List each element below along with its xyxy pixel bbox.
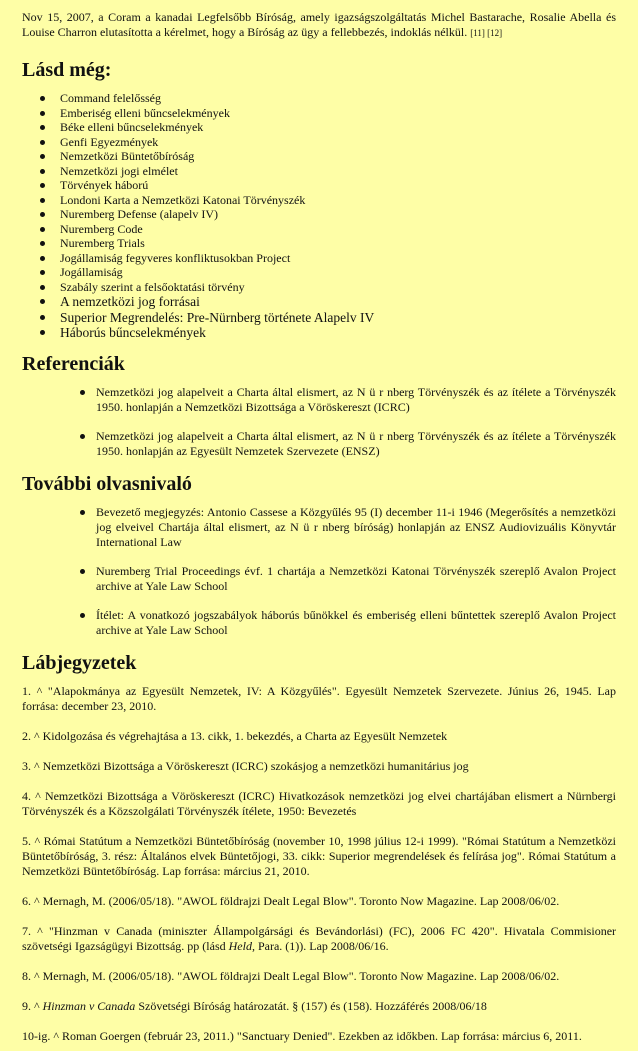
footnote-italic-text: Held, [228, 938, 255, 953]
footnote-8 [22, 969, 616, 984]
further-reading-heading: További olvasnivaló [22, 472, 192, 495]
footnote-3 [22, 759, 616, 774]
footnote-text: Roman Goergen (február 23, 2011.) "Sanctuary Denied". Ezekben az időkben. Lap forrása: március 6, 2011. [61, 1028, 582, 1043]
see-also-link[interactable]: Jogállamiság [60, 265, 123, 279]
footnote-backlink[interactable]: 10-ig. ^ [22, 1028, 59, 1043]
see-also-link[interactable]: Nemzetközi jogi elmélet [60, 163, 178, 178]
see-also-link[interactable]: Jogállamiság fegyveres konfliktusokban Project [60, 250, 291, 265]
see-also-heading: Lásd még: [22, 59, 112, 81]
footnote-backlink[interactable]: 6. ^ [22, 893, 40, 908]
footnote-backlink[interactable]: 2. ^ [22, 728, 40, 743]
further-reading-link[interactable]: Ítélet: A vonatkozó jogszabályok háborús bűnökkel és emberiség elleni bűntettek szereplő Avalon Project archive at Yale Law School [96, 607, 616, 637]
footnote-5 [22, 834, 616, 879]
see-also-link[interactable]: Szabály szerint a felsőoktatási törvény [60, 279, 245, 294]
footnote-backlink[interactable]: 1. ^ [22, 683, 43, 698]
footnote-2 [22, 729, 616, 744]
reference-item[interactable] [80, 429, 616, 459]
see-also-item[interactable] [40, 135, 616, 150]
reference-link[interactable]: Nemzetközi jog alapelveit a Charta által elismert, az N ü r nberg Törvényszék és az ítélete a Törvényszék 1950. honlapján az Egyesült Nemzetek Szervezete (ENSZ) [96, 428, 616, 458]
footnote-text: Római Statútum a Nemzetközi Büntetőbíróság (november 10, 1998 július 12-i 1999). "Római Statútum a Nemzetközi Büntetőbíróság, 3. rész: Általános elvek Büntetőjogi, 33. cikk: Superior megrendelések és felírása jog". Római Statútum a Nemzetközi Büntetőbíróság. Lap forrása: március 21, 2010. [22, 833, 616, 878]
see-also-item[interactable] [40, 149, 616, 164]
see-also-link[interactable]: Londoni Karta a Nemzetközi Katonai Törvényszék [60, 192, 306, 207]
footnote-4 [22, 789, 616, 819]
footnote-italic-text: Hinzman v Canada [42, 998, 136, 1013]
footnote-backlink[interactable]: 9. ^ [22, 998, 40, 1013]
footnote-text: "Alapokmánya az Egyesült Nemzetek, IV: A Közgyűlés". Egyesült Nemzetek Szervezete. Június 26, 1945. Lap forrása: december 23, 2010. [22, 683, 616, 713]
references-heading: Referenciák [22, 352, 125, 375]
further-reading-item[interactable] [80, 608, 616, 638]
see-also-item[interactable] [40, 91, 616, 106]
see-also-item[interactable] [40, 178, 616, 193]
footnote-text: Mernagh, M. (2006/05/18). "AWOL földrajzi Dealt Legal Blow". Toronto Now Magazine. Lap 2008/06/02. [42, 968, 560, 983]
see-also-link[interactable]: Superior Megrendelés: Pre-Nürnberg története Alapelv IV [60, 309, 375, 325]
references-list [22, 385, 616, 459]
footnote-text: Mernagh, M. (2006/05/18). "AWOL földrajzi Dealt Legal Blow". Toronto Now Magazine. Lap 2008/06/02. [42, 893, 560, 908]
further-reading-list [22, 505, 616, 638]
see-also-item[interactable] [40, 265, 616, 280]
footnote-text: Szövetségi Bíróság határozatát. § (157) és (158). Hozzáférés 2008/06/18 [135, 998, 487, 1013]
see-also-link[interactable]: Nemzetközi Büntetőbíróság [60, 149, 195, 163]
intro-text: Nov 15, 2007, a Coram a kanadai Legfelsőbb Bíróság, amely igazságszolgáltatás Michel Bastarache, Rosalie Abella és Louise Charron elutasította a kérelmet, hogy a Bíróság az ügy a fellebbezés, indoklás nélkül. [22, 10, 616, 39]
see-also-link[interactable]: Genfi Egyezmények [60, 134, 159, 149]
footnotes-heading: Lábjegyzetek [22, 651, 137, 674]
footnote-10 [22, 1029, 616, 1044]
footnote-text: Nemzetközi Bizottsága a Vöröskereszt (ICRC) Hivatkozások nemzetközi jog elvei chartájában elismert a Nürnbergi Törvényszék és a Közszolgálati Törvényszék ítélete, 1950: Bevezetés [22, 788, 617, 818]
see-also-link[interactable]: Háborús bűncselekmények [60, 325, 206, 340]
footnote-text: Kidolgozása és végrehajtása a 13. cikk, 1. bekezdés, a Charta az Egyesült Nemzetek [42, 728, 448, 743]
see-also-item[interactable] [40, 325, 616, 341]
see-also-item[interactable] [40, 207, 616, 222]
see-also-link[interactable]: Emberiség elleni bűncselekmények [60, 105, 230, 120]
see-also-item[interactable] [40, 236, 616, 251]
intro-citation-links[interactable]: [11] [12] [470, 28, 503, 38]
reference-link[interactable]: Nemzetközi jog alapelveit a Charta által elismert, az N ü r nberg Törvényszék és az ítélete a Törvényszék 1950. honlapján a Nemzetközi Bizottsága a Vöröskereszt (ICRC) [96, 384, 616, 414]
footnotes-list [22, 684, 616, 1044]
intro-paragraph [22, 10, 616, 41]
further-reading-item[interactable] [80, 564, 616, 594]
see-also-link[interactable]: Command felelősség [60, 91, 161, 105]
footnote-text: "Hinzman v Canada (miniszter Állampolgársági és Bevándorlási) (FC), 2006 FC 420". Hivatala Commisioner szövetségi Igazságügyi Bizottság. pp (lásd [22, 923, 617, 953]
footnote-backlink[interactable]: 4. ^ [22, 788, 41, 803]
footnote-backlink[interactable]: 5. ^ [22, 833, 41, 848]
see-also-link[interactable]: Nuremberg Code [60, 221, 143, 236]
footnote-1 [22, 684, 616, 714]
see-also-link[interactable]: Nuremberg Trials [60, 236, 145, 250]
footnote-text: Nemzetközi Bizottsága a Vöröskereszt (ICRC) szokásjog a nemzetközi humanitárius jog [42, 758, 469, 773]
further-reading-item[interactable] [80, 505, 616, 550]
see-also-item[interactable] [40, 310, 616, 326]
further-reading-link[interactable]: Nuremberg Trial Proceedings évf. 1 chartája a Nemzetközi Katonai Törvényszék szereplő Avalon Project archive at Yale Law School [96, 563, 616, 593]
footnote-7 [22, 924, 616, 954]
see-also-list [22, 91, 616, 341]
see-also-item[interactable] [40, 120, 616, 135]
see-also-item[interactable] [40, 280, 616, 295]
footnote-text: Para. (1)). Lap 2008/06/16. [254, 938, 389, 953]
see-also-item[interactable] [40, 164, 616, 179]
see-also-item[interactable] [40, 193, 616, 208]
see-also-item[interactable] [40, 294, 616, 310]
see-also-item[interactable] [40, 251, 616, 266]
footnote-6 [22, 894, 616, 909]
reference-item[interactable] [80, 385, 616, 415]
footnote-backlink[interactable]: 7. ^ [22, 923, 43, 938]
see-also-link[interactable]: Béke elleni bűncselekmények [60, 120, 204, 134]
see-also-item[interactable] [40, 106, 616, 121]
further-reading-link[interactable]: Bevezető megjegyzés: Antonio Cassese a Közgyűlés 95 (I) december 11-i 1946 (Megerősítés a nemzetközi jog elveivel Chartája által elismert, az N ü r nberg bíróság) honlapján az ENSZ Audiovizuális Könyvtár International Law [96, 504, 616, 549]
see-also-link[interactable]: A nemzetközi jog forrásai [60, 294, 200, 309]
see-also-link[interactable]: Törvények háború [60, 178, 149, 192]
footnote-backlink[interactable]: 8. ^ [22, 968, 40, 983]
see-also-item[interactable] [40, 222, 616, 237]
footnote-9 [22, 999, 616, 1014]
footnote-backlink[interactable]: 3. ^ [22, 758, 40, 773]
see-also-link[interactable]: Nuremberg Defense (alapelv IV) [60, 207, 219, 221]
